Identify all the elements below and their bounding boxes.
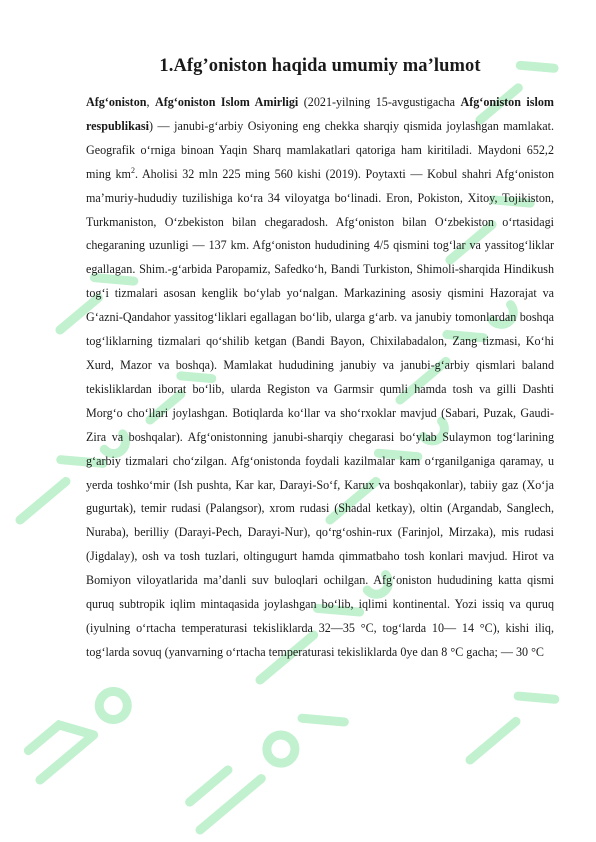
body-paragraph [86, 91, 554, 665]
document-page [86, 56, 554, 665]
text-segment: (2021-yilning 15-avgustigacha [298, 95, 461, 109]
bold-term-former-name: Afg‘oniston islom respublikasi [86, 95, 554, 133]
text-segment: , [146, 95, 155, 109]
bold-term-official-name: Afg‘oniston Islom Amirligi [154, 95, 299, 109]
superscript-2: 2 [130, 165, 135, 175]
text-segment: ) — janubi-g‘arbiy Osiyoning eng chekka sharqiy qismida joylashgan mamlakat. Geografik o‘rniga binoan Yaqin Sharq mamlakatlari qatoriga ham kiritiladi. Maydoni 652,2 ming km [86, 118, 554, 181]
bold-term-afghanistan: Afg‘oniston [86, 95, 147, 109]
text-segment: . Aholisi 32 mln 225 ming 560 kishi (2019). Poytaxti — Kobul shahri Afg‘oniston ma’muriy-hududiy tuzilishiga ko‘ra 34 viloyatga bo‘linadi. Eron, Pokiston, Xitoy, Tojikiston, Turkmaniston, O‘zbekiston bilan chegaradosh. Afg‘oniston bilan O‘zbekiston o‘rtasidagi chegaraning uzunligi — 137 km. Afg‘oniston hududining 4/5 qismini tog‘lar va yassitog‘liklar egallagan. Shim.-g‘arbida Paropamiz, Safedko‘h, Bandi Turkiston, Shimoli-sharqida Hindikush tog‘i tizmalari asosan kenglik bo‘ylab yo‘nalgan. Markazining asosiy qismini Hazorajat va G‘azni-Qandahor yassitog‘liklari egallagan bo‘lib, ularga g‘arb. va janubiy tomonlardan boshqa tog‘liklarning tizmalari qo‘shilib ketgan (Bandi Bayon, Chixilabadalon, Zang tizmasi, Ko‘hi Xurd, Mazor va boshqa). Mamlakat hududining janubiy va janubi-g‘arbiy qismlari baland tekisliklardan iborat bo‘lib, ularda Registon va Garmsir qumli hamda tosh va gilli Dashti Morg‘o cho‘llari joylashgan. Botiqlarda ko‘llar va sho‘rxoklar mavjud (Sabari, Puzak, Gaudi-Zira va boshqalar). Afg‘onistonning janubi-sharqiy chegarasi bo‘ylab Sulaymon tog‘larining g‘arbiy tizmalari cho‘zilgan. Afg‘onistonda foydali kazilmalar kam o‘rganilganiga qaramay, u yerda toshko‘mir (Ish pushta, Kar kar, Darayi-So‘f, Karux va boshqakonlar), tabiiy gaz (Xo‘ja gugurtak), temir rudasi (Palangsor), xrom rudasi (Shadal ketkay), oltin (Argandab, Sanglech, Nuraba), berilliy (Darayi-Pech, Darayi-Nur), qo‘rg‘oshin-rux (Farinjol, Mirzaka), mis rudasi (Jigdalay), osh va tosh tuzlari, oltingugurt hamda qimmatbaho tosh konlari mavjud. Hirot va Bomiyon viloyatlarida ma’danli suv buloqlari ochilgan. Afg‘oniston hududining katta qismi quruq subtropik iqlim mintaqasida joylashgan bo‘lib, iqlimi kontinental. Yozi issiq va quruq (iyulning o‘rtacha temperaturasi tekisliklarda 32—35 °C, tog‘larda 10— 14 °C), kishi iliq, tog‘larda sovuq (yanvarning o‘rtacha temperaturasi tekisliklarda 0ye dan 8 °C gacha; — 30 °C [86, 166, 554, 659]
page-title: 1.Afg’oniston haqida umumiy ma’lumot [159, 56, 481, 76]
